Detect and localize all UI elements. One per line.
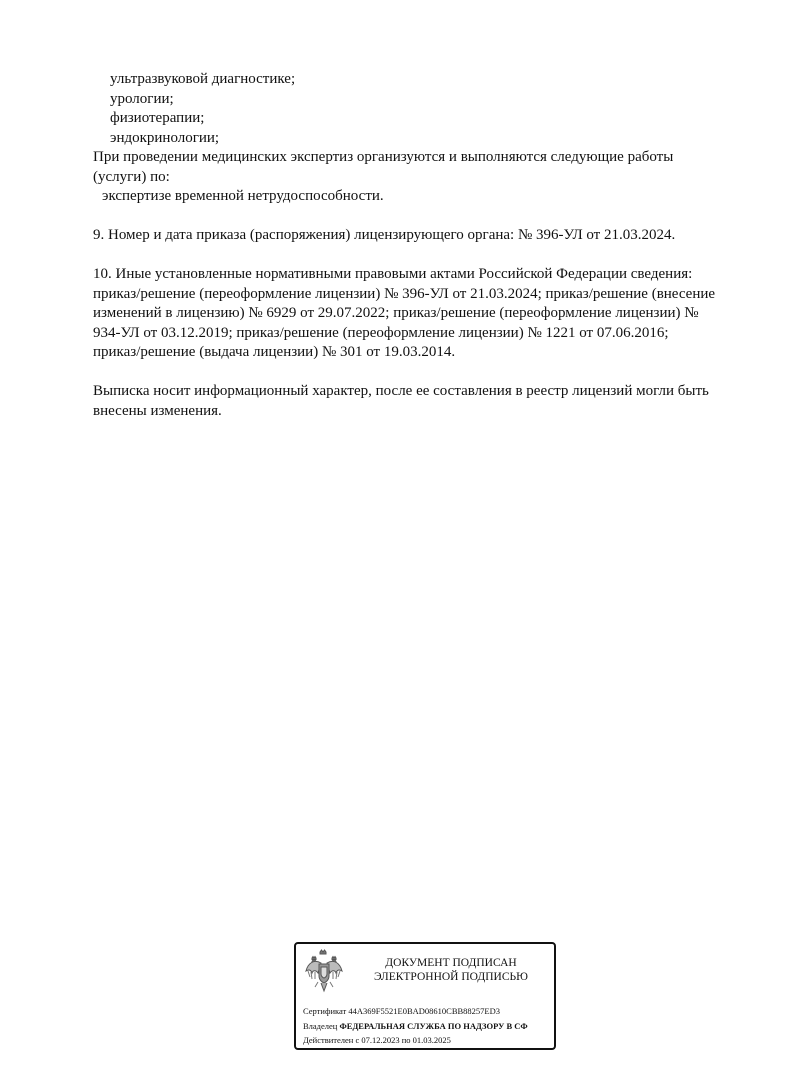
- document-body: [93, 70, 763, 421]
- expertise-list-item: экспертизе временной нетрудоспособности.: [102, 188, 384, 204]
- expertise-intro-line: (услуги) по:: [93, 168, 170, 185]
- section-10-line: 934-УЛ от 03.12.2019; приказ/решение (переоформление лицензии) № 1221 от 07.06.2016;: [93, 324, 669, 341]
- disclaimer-line: внесены изменения.: [93, 402, 222, 419]
- stamp-title-line: ЭЛЕКТРОННОЙ ПОДПИСЬЮ: [374, 971, 528, 983]
- section-10-line: 10. Иные установленные нормативными правовыми актами Российской Федерации сведения:: [93, 266, 693, 282]
- section-10-line: изменений в лицензию) № 6929 от 29.07.2022; приказ/решение (переоформление лицензии) №: [93, 305, 699, 321]
- activity-list-item: ультразвуковой диагностике;: [110, 71, 296, 87]
- stamp-title-line: ДОКУМЕНТ ПОДПИСАН: [385, 957, 517, 969]
- electronic-signature-stamp: [294, 942, 556, 1050]
- stamp-details: [303, 1004, 556, 1048]
- activity-list-item: урологии;: [110, 90, 174, 107]
- certificate-row: [303, 1004, 556, 1019]
- activity-list-item: физиотерапии;: [110, 110, 205, 126]
- disclaimer-line: Выписка носит информационный характер, после ее составления в реестр лицензий могли быть: [93, 383, 709, 399]
- validity-value: с 07.12.2023 по 01.03.2025: [355, 1035, 451, 1045]
- section-10-line: приказ/решение (переоформление лицензии) № 396-УЛ от 21.03.2024; приказ/решение (внесение: [93, 285, 716, 302]
- validity-row: [303, 1033, 556, 1048]
- owner-row: [303, 1019, 556, 1034]
- certificate-label: Сертификат: [303, 1006, 347, 1016]
- certificate-value: 44A369F5521E0BAD08610CBB88257ED3: [348, 1006, 500, 1016]
- paragraph-gap: [93, 207, 763, 227]
- validity-label: Действителен: [303, 1035, 354, 1045]
- section-10-line: приказ/решение (выдача лицензии) № 301 от 19.03.2014.: [93, 344, 456, 360]
- activity-list-item: эндокринологии;: [110, 129, 220, 146]
- paragraph-gap: [93, 246, 763, 266]
- owner-label: Владелец: [303, 1020, 338, 1031]
- paragraph-gap: [93, 363, 763, 383]
- owner-value: ФЕДЕРАЛЬНАЯ СЛУЖБА ПО НАДЗОРУ В СФ: [339, 1020, 528, 1031]
- section-9-order-number: 9. Номер и дата приказа (распоряжения) лицензирующего органа: № 396-УЛ от 21.03.2024.: [93, 227, 676, 243]
- stamp-title: [346, 956, 556, 984]
- expertise-intro-line: При проведении медицинских экспертиз организуются и выполняются следующие работы: [93, 149, 674, 165]
- double-headed-eagle-emblem-icon: [304, 949, 344, 995]
